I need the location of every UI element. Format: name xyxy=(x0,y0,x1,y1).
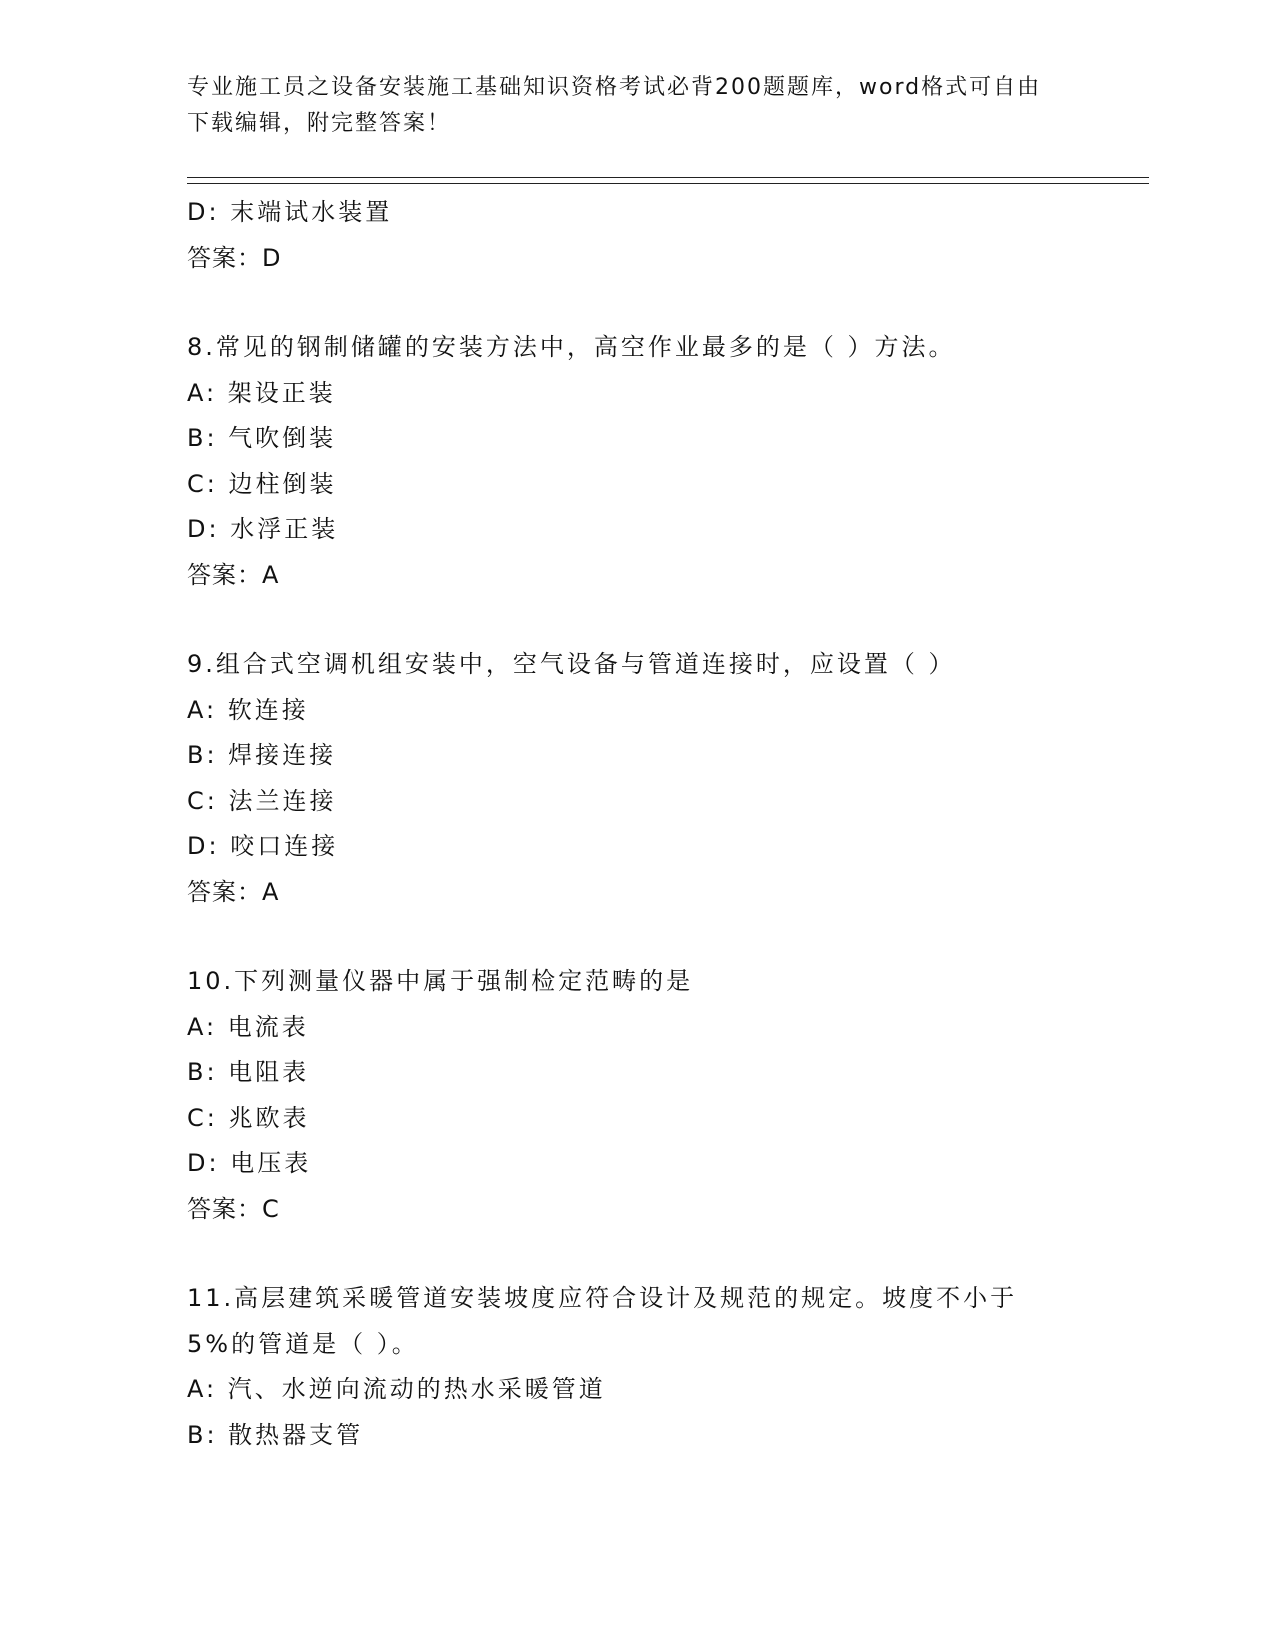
question-8 xyxy=(187,325,1087,598)
option-c: C: 兆欧表 xyxy=(187,1103,310,1132)
option-d: D: 咬口连接 xyxy=(187,832,339,860)
answer: 答案：D xyxy=(187,243,282,272)
option-d: D: 末端试水装置 xyxy=(187,198,393,226)
question-text-line-1: 11.高层建筑采暖管道安装坡度应符合设计及规范的规定。坡度不小于 xyxy=(187,1284,1018,1312)
answer: 答案：A xyxy=(187,877,280,906)
option-c: C: 边柱倒装 xyxy=(187,469,337,498)
question-text: 8.常见的钢制储罐的安装方法中，高空作业最多的是（ ）方法。 xyxy=(187,333,956,361)
header-divider-bottom xyxy=(187,183,1149,184)
question-text: 9.组合式空调机组安装中，空气设备与管道连接时，应设置（ ） xyxy=(187,650,956,678)
header-line-1: 专业施工员之设备安装施工基础知识资格考试必背200题题库，word格式可自由 xyxy=(187,75,1042,100)
question-10 xyxy=(187,959,1087,1232)
question-text-line-2: 5%的管道是（ ）。 xyxy=(187,1329,419,1358)
option-a: A: 电流表 xyxy=(187,1012,309,1041)
question-9 xyxy=(187,642,1087,915)
header-divider-top xyxy=(187,177,1149,178)
header-line-2: 下载编辑，附完整答案！ xyxy=(187,111,452,136)
question-text: 10.下列测量仪器中属于强制检定范畴的是 xyxy=(187,967,694,995)
answer: 答案：A xyxy=(187,560,280,589)
option-a: A: 架设正装 xyxy=(187,378,336,407)
option-b: B: 气吹倒装 xyxy=(187,424,337,452)
option-d: D: 水浮正装 xyxy=(187,515,339,543)
option-c: C: 法兰连接 xyxy=(187,786,337,815)
option-a: A: 软连接 xyxy=(187,695,309,724)
option-a: A: 汽、水逆向流动的热水采暖管道 xyxy=(187,1375,606,1403)
option-d: D: 电压表 xyxy=(187,1149,312,1177)
option-b: B: 焊接连接 xyxy=(187,741,337,769)
question-11 xyxy=(187,1276,1087,1458)
answer: 答案：C xyxy=(187,1194,280,1223)
option-b: B: 电阻表 xyxy=(187,1058,310,1086)
question-list xyxy=(187,190,1087,1458)
option-b: B: 散热器支管 xyxy=(187,1420,364,1449)
document-header xyxy=(187,70,1087,142)
